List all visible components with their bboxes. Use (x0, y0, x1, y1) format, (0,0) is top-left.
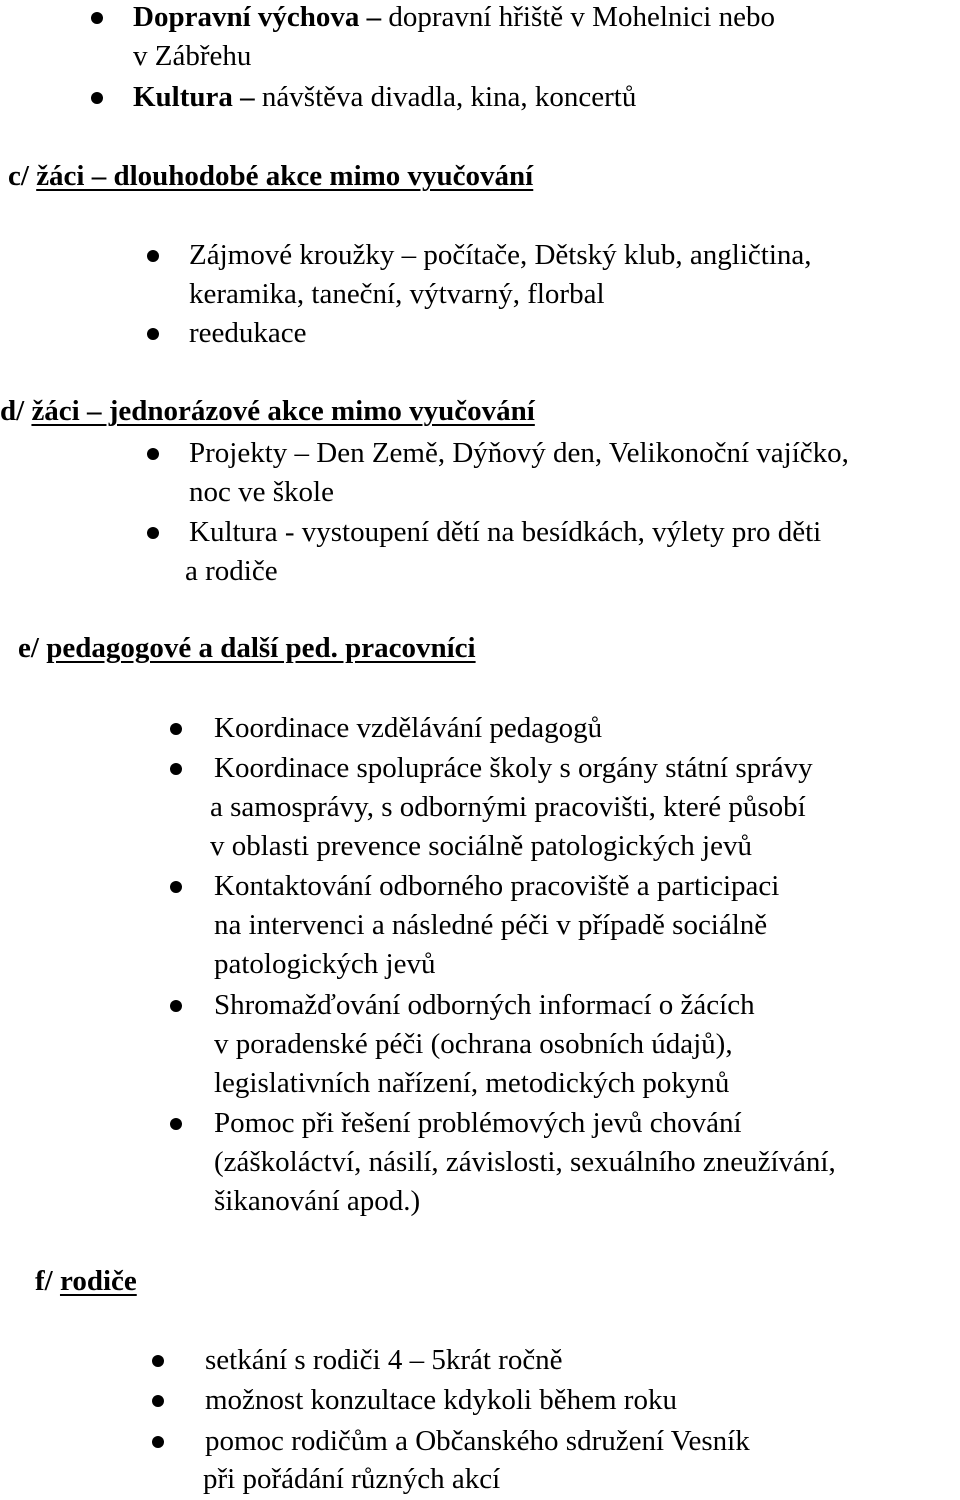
bullet-icon (91, 12, 103, 24)
list-item-continuation: v poradenské péči (ochrana osobních údajů), (214, 1028, 733, 1060)
bullet-icon (170, 763, 182, 775)
list-item: možnost konzultace kdykoli během roku (205, 1384, 677, 1416)
bullet-icon (170, 1118, 182, 1130)
list-item-continuation: v oblasti prevence sociálně patologických jevů (210, 830, 752, 862)
item-lead: Kultura – (133, 81, 262, 113)
list-item: Koordinace vzdělávání pedagogů (214, 712, 603, 744)
list-item: Kultura - vystoupení dětí na besídkách, výlety pro děti (189, 516, 822, 548)
list-item-continuation: v Zábřehu (133, 40, 252, 72)
list-item: reedukace (189, 317, 307, 349)
list-item-continuation: (záškoláctví, násilí, závislosti, sexuálního zneužívání, (214, 1146, 836, 1178)
list-item: Pomoc při řešení problémových jevů chování (214, 1107, 742, 1139)
section-heading-e (18, 629, 476, 668)
list-item-continuation: noc ve škole (189, 476, 334, 508)
section-prefix: c/ (8, 160, 37, 192)
bullet-icon (170, 1000, 182, 1012)
list-item-continuation: keramika, taneční, výtvarný, florbal (189, 278, 605, 310)
bullet-icon (170, 723, 182, 735)
list-item-continuation: při pořádání různých akcí (203, 1463, 501, 1495)
bullet-icon (147, 448, 159, 460)
list-item-continuation: a rodiče (185, 555, 278, 587)
list-item: pomoc rodičům a Občanského sdružení Vesník (205, 1425, 750, 1457)
section-prefix: f/ (35, 1265, 60, 1297)
section-heading-d (0, 392, 535, 431)
list-item: Kontaktování odborného pracoviště a participaci (214, 870, 780, 902)
list-item: setkání s rodiči 4 – 5krát ročně (205, 1344, 563, 1376)
bullet-icon (152, 1395, 164, 1407)
section-title: pedagogové a další ped. pracovníci (46, 632, 476, 664)
section-prefix: d/ (0, 395, 32, 427)
bullet-icon (152, 1436, 164, 1448)
list-item (133, 78, 636, 117)
section-heading-c (8, 157, 533, 196)
list-item-continuation: šikanování apod.) (214, 1185, 421, 1217)
item-lead: Dopravní výchova – (133, 1, 389, 33)
bullet-icon (91, 92, 103, 104)
section-prefix: e/ (18, 632, 47, 664)
list-item-continuation: a samosprávy, s odbornými pracovišti, které působí (210, 791, 806, 823)
item-text: dopravní hřiště v Mohelnici nebo (388, 1, 775, 33)
list-item (133, 0, 775, 37)
list-item: Koordinace spolupráce školy s orgány státní správy (214, 752, 813, 784)
bullet-icon (147, 527, 159, 539)
list-item: Shromažďování odborných informací o žácích (214, 989, 755, 1021)
list-item: Projekty – Den Země, Dýňový den, Velikonoční vajíčko, (189, 437, 849, 469)
list-item-continuation: legislativních nařízení, metodických pokynů (214, 1067, 730, 1099)
section-title: rodiče (59, 1265, 137, 1297)
bullet-icon (147, 250, 159, 262)
list-item: Zájmové kroužky – počítače, Dětský klub, angličtina, (189, 239, 812, 271)
bullet-icon (152, 1355, 164, 1367)
list-item-continuation: na intervenci a následné péči v případě sociálně (214, 909, 768, 941)
list-item-continuation: patologických jevů (214, 948, 436, 980)
section-title: žáci – jednorázové akce mimo vyučování (31, 395, 535, 427)
section-heading-f (35, 1262, 137, 1301)
section-title: žáci – dlouhodobé akce mimo vyučování (36, 160, 534, 192)
bullet-icon (147, 328, 159, 340)
item-text: návštěva divadla, kina, koncertů (261, 81, 637, 113)
bullet-icon (170, 881, 182, 893)
